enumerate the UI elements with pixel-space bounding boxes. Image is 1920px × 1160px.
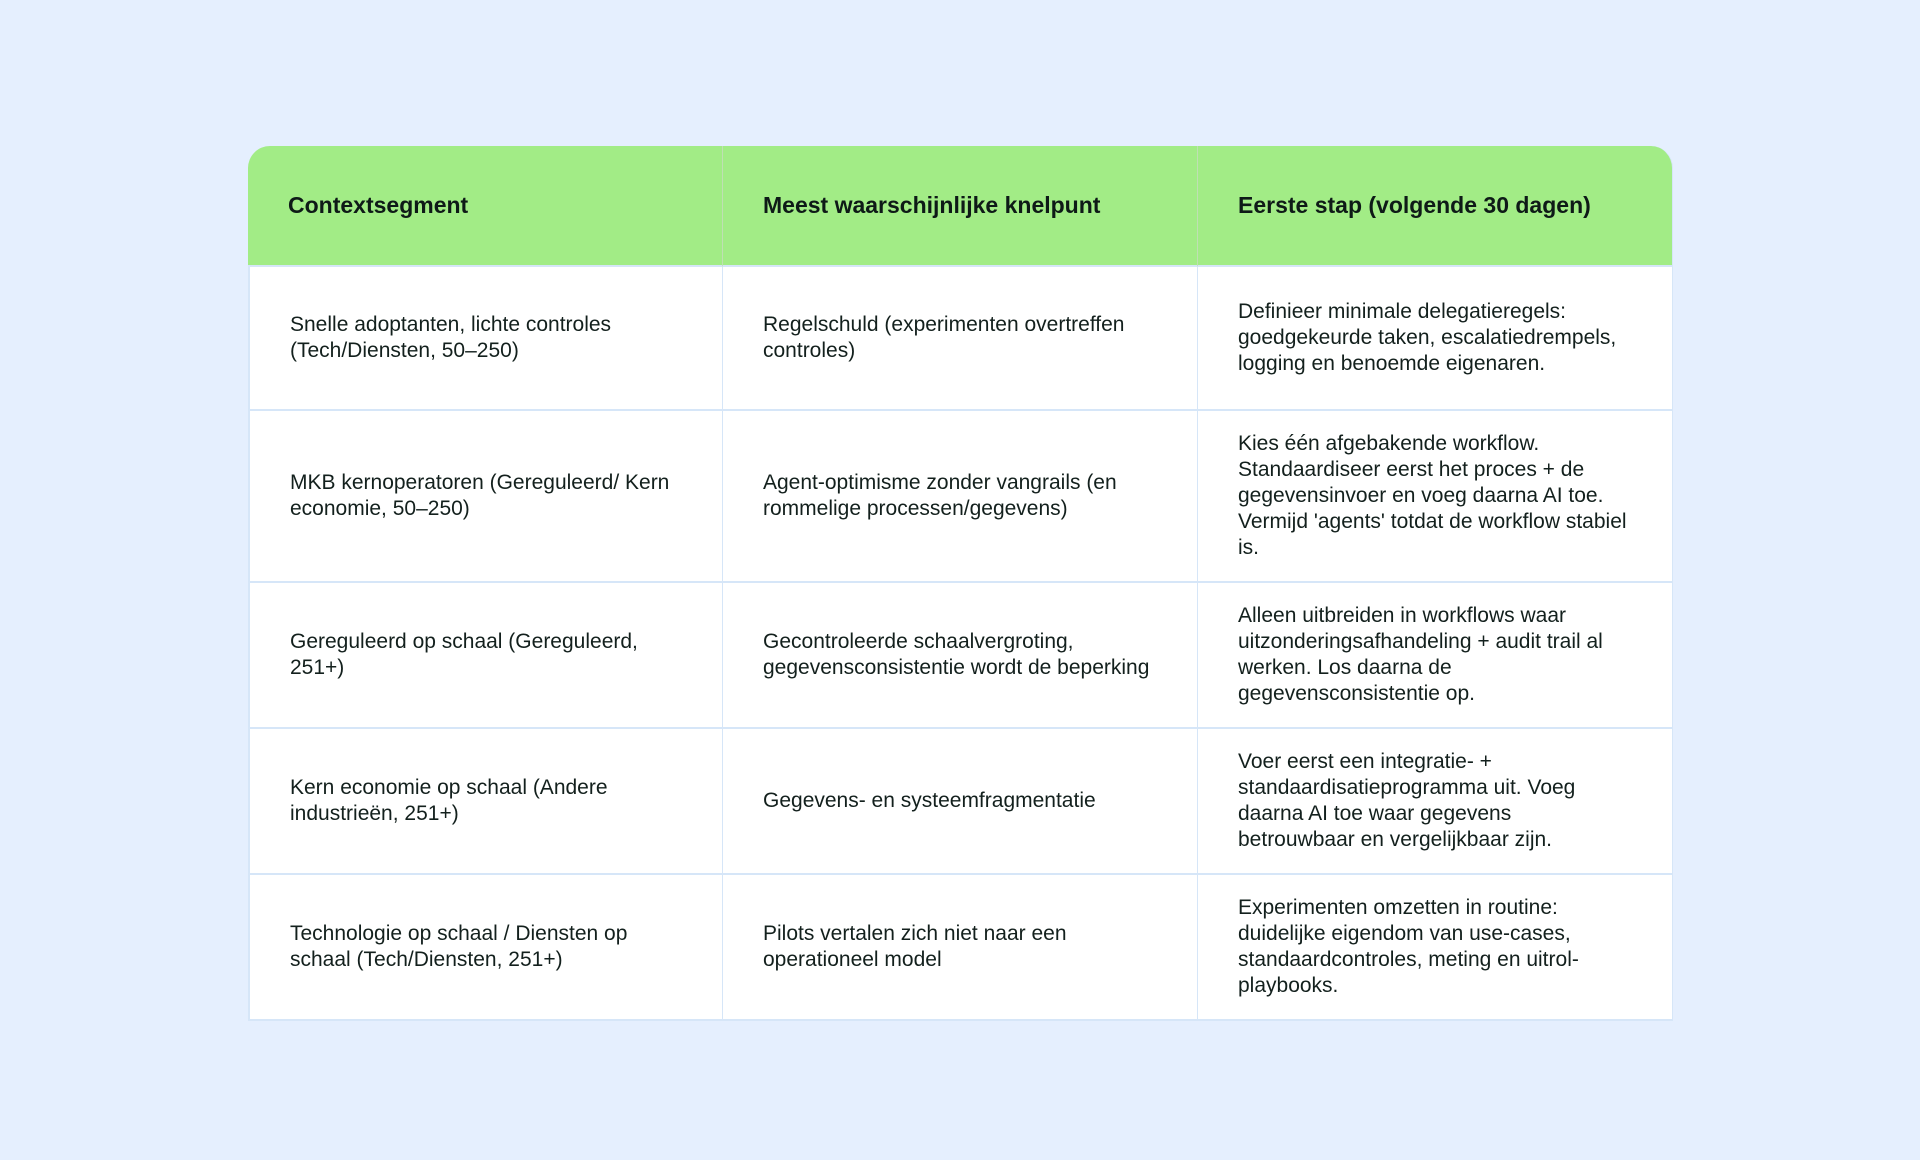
column-header-first-step: Eerste stap (volgende 30 dagen)	[1198, 146, 1673, 267]
segment-cell: Kern economie op schaal (Andere industrieën, 251+)	[248, 729, 723, 875]
bottleneck-cell: Gegevens- en systeemfragmentatie	[723, 729, 1198, 875]
bottleneck-cell: Agent-optimisme zonder vangrails (en rommelige processen/gegevens)	[723, 411, 1198, 583]
first-step-cell: Alleen uitbreiden in workflows waar uitzonderingsafhandeling + audit trail al werken. Los daarna de gegevensconsistentie op.	[1198, 583, 1673, 729]
column-header-bottleneck: Meest waarschijnlijke knelpunt	[723, 146, 1198, 267]
segment-table	[248, 146, 1673, 1021]
bottleneck-cell: Regelschuld (experimenten overtreffen controles)	[723, 267, 1198, 411]
segment-cell: Technologie op schaal / Diensten op schaal (Tech/Diensten, 251+)	[248, 875, 723, 1021]
table-row	[248, 267, 1673, 411]
table-row	[248, 729, 1673, 875]
table-row	[248, 583, 1673, 729]
header-row	[248, 146, 1673, 267]
column-header-segment: Contextsegment	[248, 146, 723, 267]
segment-cell: MKB kernoperatoren (Gereguleerd/ Kern economie, 50–250)	[248, 411, 723, 583]
table-header	[248, 146, 1673, 267]
segment-cell: Snelle adoptanten, lichte controles (Tech/Diensten, 50–250)	[248, 267, 723, 411]
table-body	[248, 267, 1673, 1021]
table-row	[248, 411, 1673, 583]
first-step-cell: Definieer minimale delegatieregels: goedgekeurde taken, escalatiedrempels, logging en benoemde eigenaren.	[1198, 267, 1673, 411]
segment-table-container	[248, 146, 1673, 1021]
table-row	[248, 875, 1673, 1021]
first-step-cell: Experimenten omzetten in routine: duidelijke eigendom van use-cases, standaardcontroles, meting en uitrol-playbooks.	[1198, 875, 1673, 1021]
segment-cell: Gereguleerd op schaal (Gereguleerd, 251+)	[248, 583, 723, 729]
bottleneck-cell: Gecontroleerde schaalvergroting, gegevensconsistentie wordt de beperking	[723, 583, 1198, 729]
first-step-cell: Voer eerst een integratie- + standaardisatieprogramma uit. Voeg daarna AI toe waar gegevens betrouwbaar en vergelijkbaar zijn.	[1198, 729, 1673, 875]
bottleneck-cell: Pilots vertalen zich niet naar een operationeel model	[723, 875, 1198, 1021]
first-step-cell: Kies één afgebakende workflow. Standaardiseer eerst het proces + de gegevensinvoer en voeg daarna AI toe. Vermijd 'agents' totdat de workflow stabiel is.	[1198, 411, 1673, 583]
